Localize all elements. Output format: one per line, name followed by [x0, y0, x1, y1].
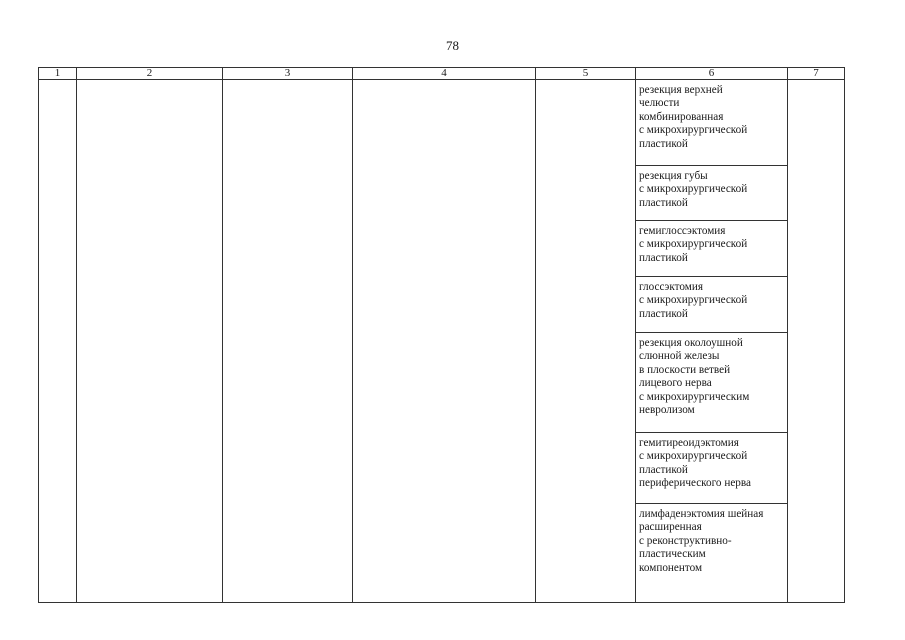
- procedure-entry-4: [636, 277, 787, 333]
- entry-line: гемиглоссэктомия: [639, 225, 726, 237]
- page-number: 78: [446, 38, 459, 53]
- entry-line: глоссэктомия: [639, 281, 703, 293]
- column-6-cell: [636, 80, 788, 603]
- entry-line: пластикой: [639, 251, 688, 264]
- column-3-cell: [223, 80, 353, 603]
- entry-line: челюсти: [639, 97, 680, 110]
- entry-line: с микрохирургической: [639, 294, 748, 307]
- entry-line: пластикой: [639, 196, 688, 209]
- procedure-entry-7: [636, 504, 787, 602]
- procedure-entry-6: [636, 433, 787, 504]
- column-header-5: 5: [536, 68, 636, 80]
- entry-line: пластикой: [639, 137, 688, 150]
- column-header-1: 1: [39, 68, 77, 80]
- entry-line: периферического нерва: [639, 477, 751, 490]
- entry-line: резекция околоушной: [639, 337, 743, 349]
- entry-line: резекция верхней: [639, 84, 723, 96]
- header-row: [39, 68, 845, 80]
- procedures-table: [38, 67, 845, 603]
- entry-line: пластическим: [639, 548, 706, 561]
- column-header-3: 3: [223, 68, 353, 80]
- entry-line: невролизом: [639, 404, 695, 417]
- column-4-cell: [353, 80, 536, 603]
- column-1-cell: [39, 80, 77, 603]
- column-2-cell: [77, 80, 223, 603]
- procedure-entry-2: [636, 166, 787, 221]
- entry-line: лимфаденэктомия шейная: [639, 508, 764, 520]
- entry-line: с микрохирургической: [639, 450, 748, 463]
- entry-line: пластикой: [639, 463, 688, 476]
- column-header-6: 6: [636, 68, 788, 80]
- procedure-entry-1: [636, 80, 787, 166]
- entry-line: с реконструктивно-: [639, 534, 732, 547]
- column-5-cell: [536, 80, 636, 603]
- column-header-7: 7: [788, 68, 845, 80]
- entry-line: комбинированная: [639, 110, 724, 123]
- entry-line: пластикой: [639, 307, 688, 320]
- entry-line: с микрохирургической: [639, 124, 748, 137]
- column-7-cell: [788, 80, 845, 603]
- procedure-entry-3: [636, 221, 787, 277]
- column-header-4: 4: [353, 68, 536, 80]
- entry-line: резекция губы: [639, 170, 708, 182]
- entry-line: гемитиреоидэктомия: [639, 437, 739, 449]
- entry-line: с микрохирургической: [639, 238, 748, 251]
- entry-line: расширенная: [639, 521, 702, 534]
- column-header-2: 2: [77, 68, 223, 80]
- entry-line: в плоскости ветвей: [639, 363, 731, 376]
- entry-line: лицевого нерва: [639, 377, 712, 390]
- procedure-entry-5: [636, 333, 787, 433]
- table-row: [39, 80, 845, 603]
- entry-line: с микрохирургическим: [639, 390, 750, 403]
- entry-line: с микрохирургической: [639, 183, 748, 196]
- entry-line: слюнной железы: [639, 350, 720, 363]
- entry-line: компонентом: [639, 561, 703, 574]
